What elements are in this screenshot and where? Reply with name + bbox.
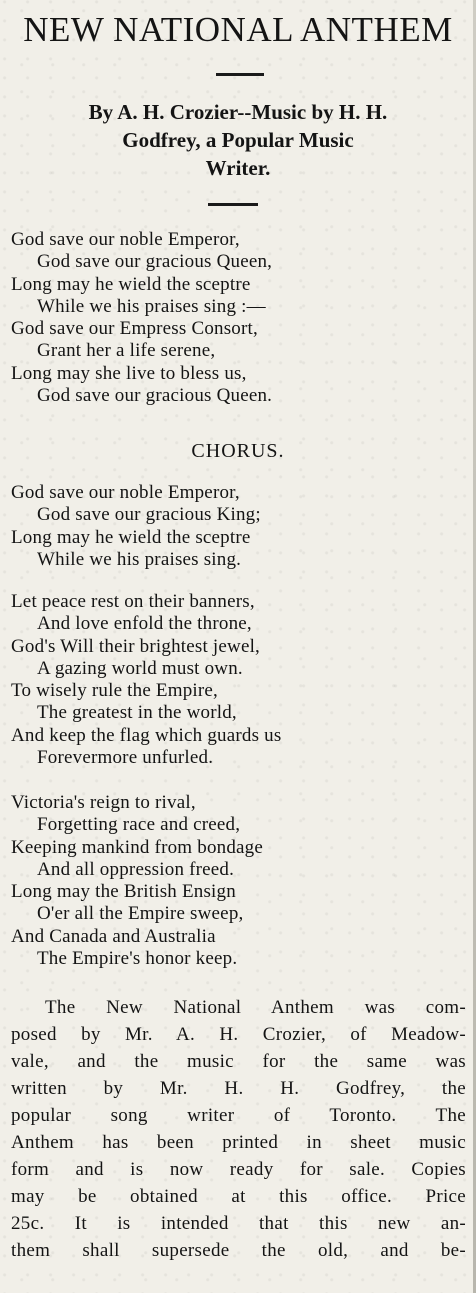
verse-line: The Empire's honor keep. [37, 948, 238, 970]
verse-line: God save our Empress Consort, [11, 318, 258, 340]
verse-line: While we his praises sing. [37, 548, 242, 570]
title-divider [216, 73, 264, 76]
verse-line: God save our gracious King; [37, 504, 261, 526]
chorus-heading: CHORUS. [191, 440, 285, 462]
byline [8, 98, 468, 182]
paragraph-line: may be obtained at this office. Price [11, 1186, 466, 1207]
verse-line: To wisely rule the Empire, [11, 680, 219, 702]
byline-line: By A. H. Crozier--Music by H. H. [88, 100, 388, 124]
stanza-1 [0, 229, 476, 407]
verse-line: While we his praises sing :— [37, 295, 266, 317]
verse-line: A gazing world must own. [37, 657, 243, 679]
verse-line: God's Will their brightest jewel, [11, 635, 261, 657]
verse-line: God save our gracious Queen. [37, 385, 273, 407]
verse-line: Long may she live to bless us, [11, 362, 247, 384]
verse-line: Long may he wield the sceptre [11, 526, 251, 548]
verse-line: God save our gracious Queen, [37, 251, 273, 273]
paragraph-line: Anthem has been printed in sheet music [11, 1132, 466, 1153]
verse-line: And Canada and Australia [11, 925, 216, 947]
verse-line: God save our noble Emperor, [11, 482, 240, 503]
paragraph-line: written by Mr. H. H. Godfrey, the [11, 1078, 466, 1099]
verse-line: Victoria's reign to rival, [11, 792, 196, 813]
verse-line: And keep the flag which guards us [11, 724, 282, 746]
verse-line: God save our noble Emperor, [11, 229, 240, 250]
verse-line: Keeping mankind from bondage [11, 836, 264, 858]
verse-line: Let peace rest on their banners, [11, 591, 255, 612]
verse-line: O'er all the Empire sweep, [37, 903, 244, 925]
verse-line: The greatest in the world, [37, 702, 237, 724]
verse-line: And love enfold the throne, [37, 613, 252, 635]
byline-divider [208, 203, 258, 206]
stanza-2 [0, 591, 476, 769]
paragraph-line: popular song writer of Toronto. The [11, 1105, 466, 1126]
paragraph-line: posed by Mr. A. H. Crozier, of Meadow- [11, 1024, 466, 1045]
verse-line: Grant her a life serene, [37, 340, 216, 362]
verse-line: Long may he wield the sceptre [11, 273, 251, 295]
stanza-3 [0, 792, 476, 970]
paragraph-line: The New National Anthem was com- [45, 997, 466, 1018]
article-title: NEW NATIONAL ANTHEM [23, 10, 453, 49]
byline-line: Godfrey, a Popular Music [122, 128, 354, 152]
verse-line: And all oppression freed. [37, 858, 235, 880]
paragraph-line: vale, and the music for the same was [11, 1051, 466, 1072]
verse-line: Forevermore unfurled. [37, 747, 214, 769]
chorus [0, 482, 476, 571]
paragraph-line: 25c. It is intended that this new an- [11, 1213, 466, 1234]
paragraph-line: them shall supersede the old, and be- [11, 1240, 466, 1261]
verse-line: Forgetting race and creed, [37, 814, 241, 836]
article-paragraph [11, 994, 466, 1264]
byline-line: Writer. [205, 156, 271, 180]
verse-line: Long may the British Ensign [11, 881, 236, 903]
paragraph-line: form and is now ready for sale. Copies [11, 1159, 466, 1180]
